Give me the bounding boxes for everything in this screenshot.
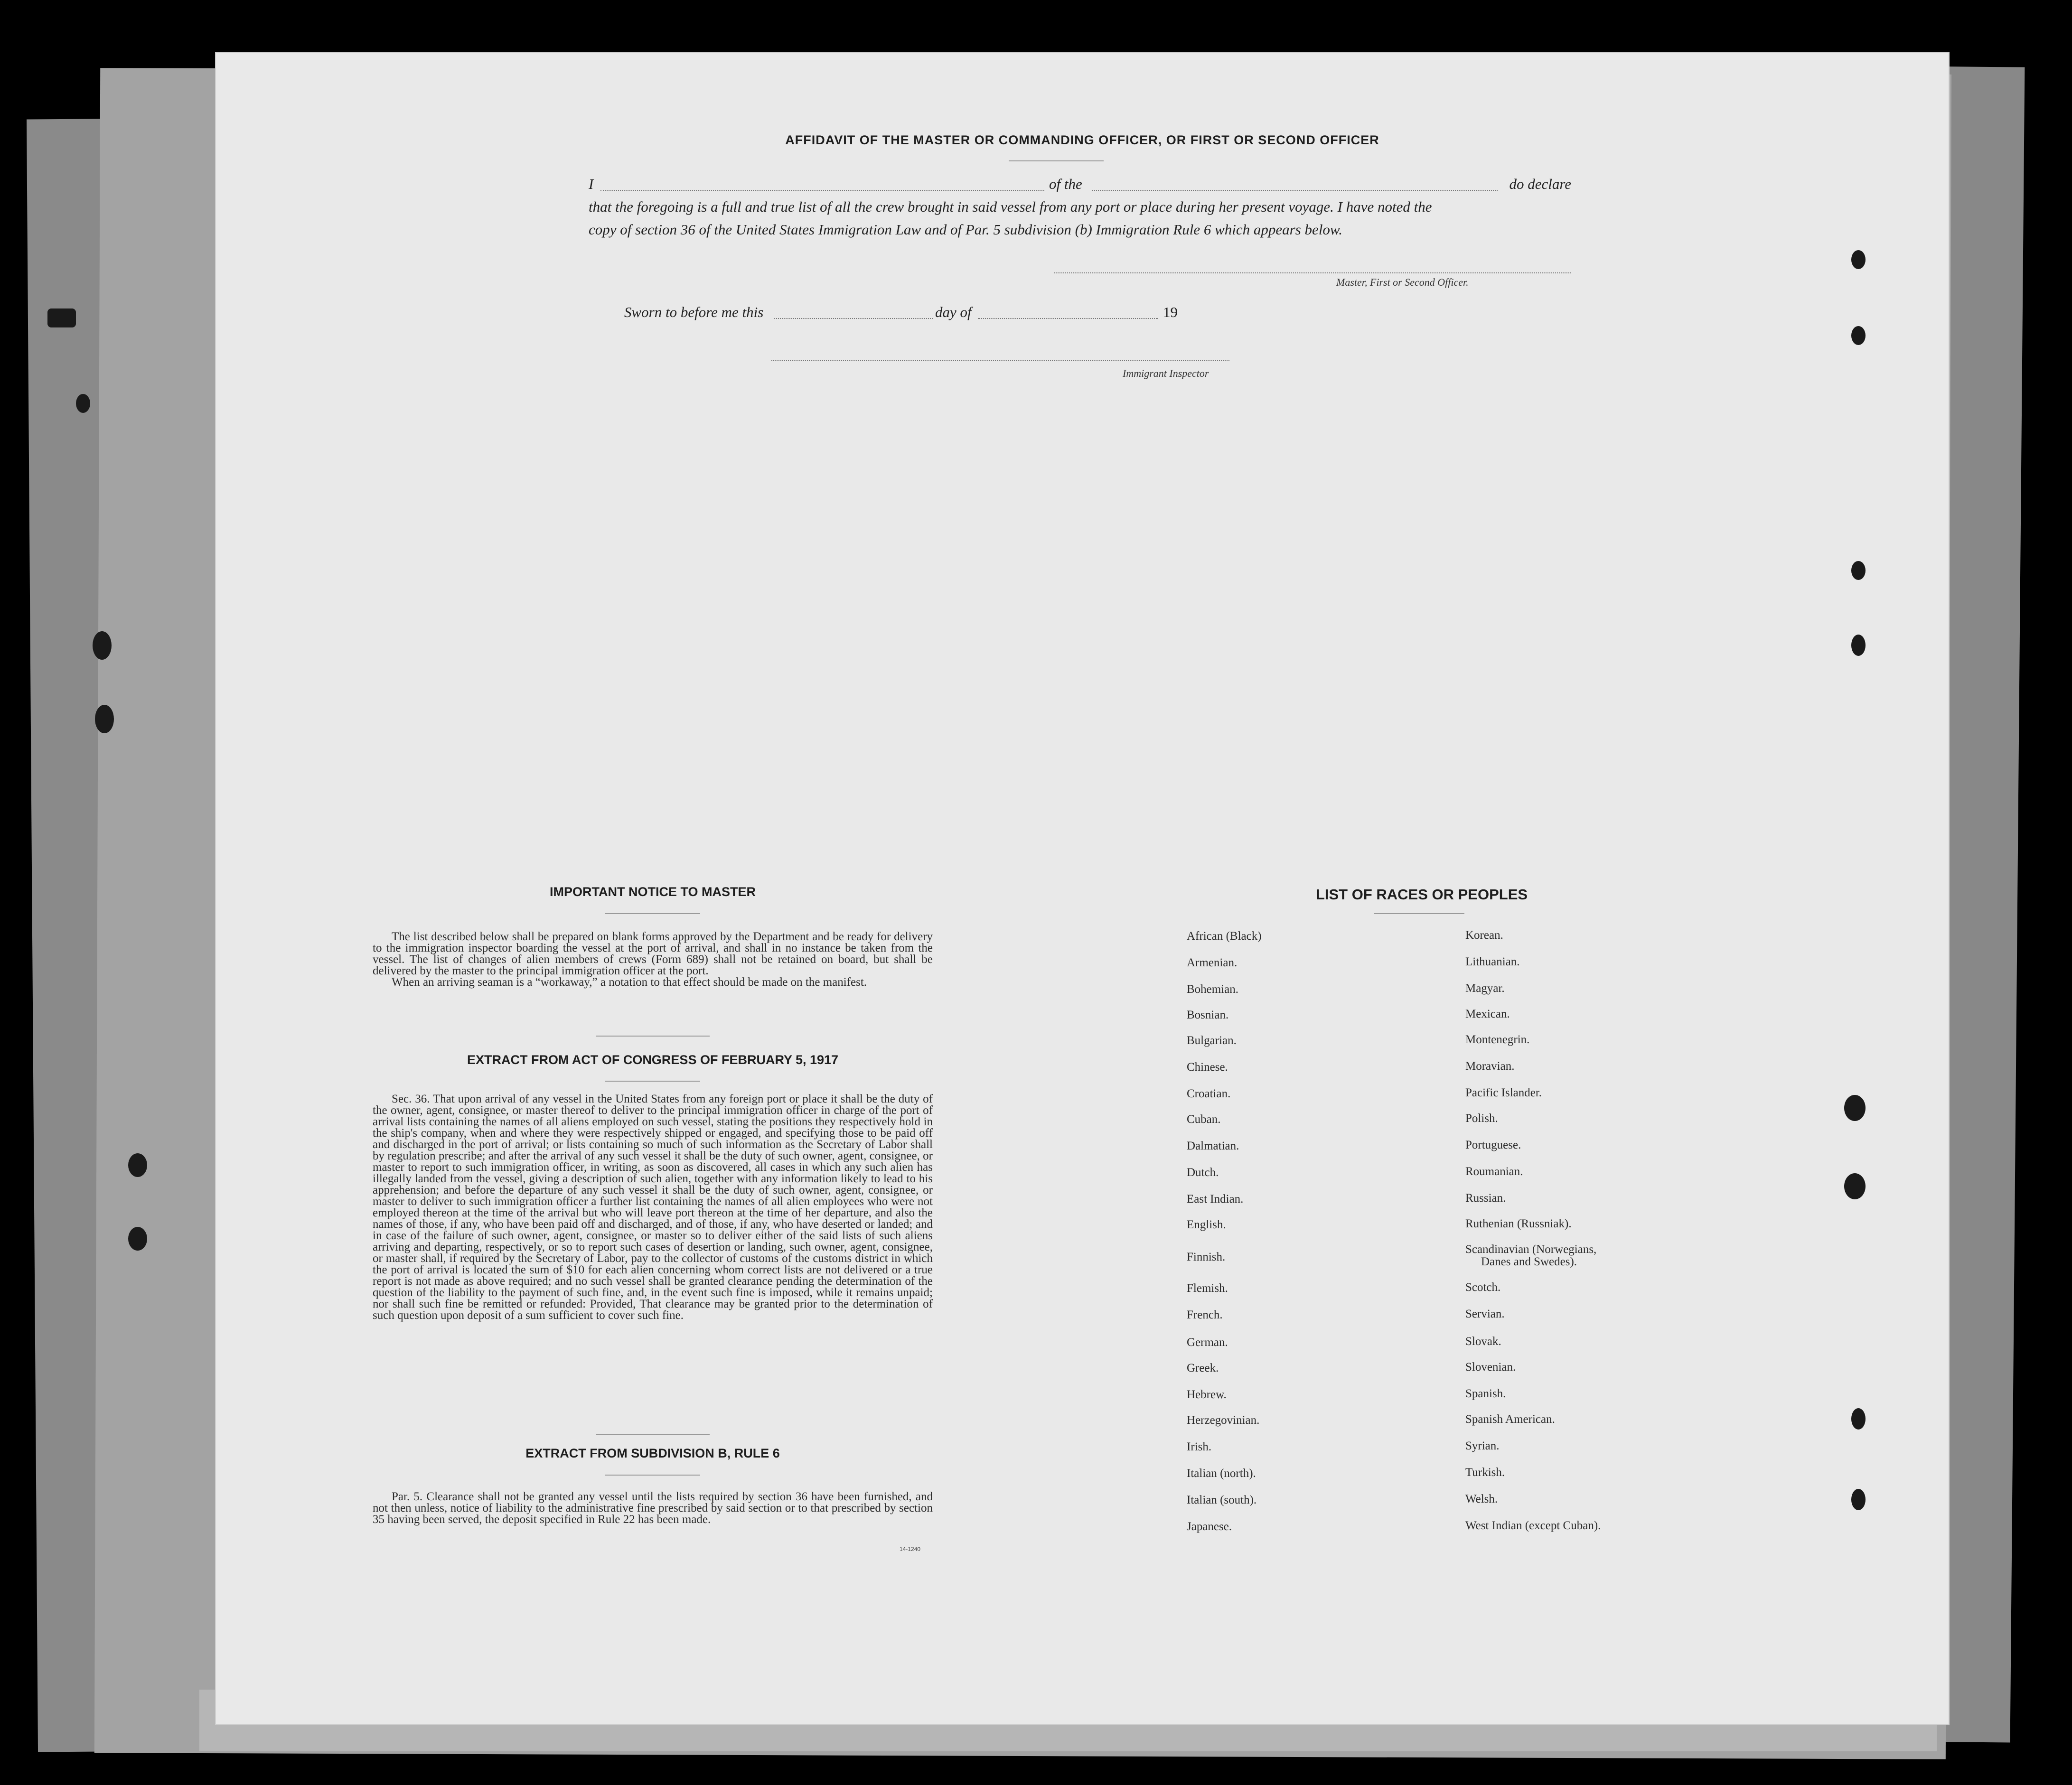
master-signature-label: Master, First or Second Officer.	[1336, 276, 1469, 288]
race-item: Pacific Islander.	[1465, 1086, 1542, 1099]
notice-paragraph-2: When an arriving seaman is a “workaway,” a notation to that effect should be made on the manifest.	[392, 976, 867, 989]
race-item: Herzegovinian.	[1187, 1414, 1260, 1427]
of-the-label: of the	[1049, 176, 1082, 192]
race-item: Spanish.	[1465, 1387, 1506, 1400]
races-title-underline	[1374, 913, 1464, 914]
title-underline	[1009, 160, 1104, 161]
form-number: 14-1240	[900, 1546, 921, 1552]
notice-paragraph-1: The list described below shall be prepared on blank forms approved by the Department and be ready for delivery to the immigration inspector boarding the vessel at the port of arrival, and shall in no instance be taken from the vessel. The list of changes of alien members of crews (Form 689) shall not be retained on board, but shall be delivered by the master to the principal immigration officer at the port.	[373, 930, 933, 977]
race-item: Magyar.	[1465, 982, 1505, 995]
race-item: Slovak.	[1465, 1335, 1501, 1348]
race-item: Portuguese.	[1465, 1139, 1521, 1151]
do-declare-label: do declare	[1509, 176, 1571, 192]
race-item: French.	[1187, 1308, 1223, 1321]
sworn-line	[624, 301, 1194, 324]
rule-extract-body	[373, 1491, 933, 1525]
act-section-36-text: Sec. 36. That upon arrival of any vessel in the United States from any foreign port or place it shall be the duty of the owner, agent, consignee, or master thereof to deliver to the principal immigration officer in charge of the port of arrival lists containing the names of all aliens employed on such vessel, stating the positions they respectively hold in the ship's company, when and where they were respectively shipped or engaged, and specifying those to be paid off and discharged in the port of arrival; or lists containing so much of such information as the Secretary of Labor shall by regulation prescribe; and after the arrival of any such vessel it shall be the duty of such owner, agent, consignee, or master to report to such immigration officer, in writing, as soon as discovered, all cases in which any such alien has illegally landed from the vessel, giving a description of such alien, together with any information likely to lead to his apprehension; and before the departure of any such vessel it shall be the duty of such owner, agent, consignee, or master to deliver to such immigration officer a further list containing the names of all alien employees who were not employed thereon at the time of the arrival but who will leave port thereon at the time of her departure, and also the names of those, if any, who have been paid off and discharged, and of those, if any, who have deserted or landed; and in case of the failure of such owner, agent, consignee, or master so to deliver either of the said lists of such aliens arriving and departing, respectively, or so to report such cases of desertion or landing, such owner, agent, consignee, or master shall, if required by the Secretary of Labor, pay to the collector of customs of the customs district in which the port of arrival is located the sum of $10 for each alien concerning whom correct lists are not delivered or a true report is not made as above required; and no such vessel shall be granted clearance pending the determination of the question of the liability to the payment of such fine, and, in the event such fine is imposed, while it remains unpaid; nor shall such fine be remitted or refunded: Provided, That clearance may be granted prior to the determination of such question upon deposit of a sum sufficient to cover such fine.	[373, 1093, 933, 1322]
binder-hole	[93, 631, 112, 660]
race-item: Bosnian.	[1187, 1009, 1229, 1021]
act-extract-title: EXTRACT FROM ACT OF CONGRESS OF FEBRUARY 5, 1917	[467, 1053, 839, 1067]
sworn-label: Sworn to before me this	[624, 304, 764, 320]
race-item: Armenian.	[1187, 956, 1238, 969]
race-item: English.	[1187, 1218, 1226, 1231]
declaration-line-3: copy of section 36 of the United States Immigration Law and of Par. 5 subdivision (b) Immigration Rule 6 which appears below.	[589, 221, 1343, 238]
binder-hole	[95, 705, 114, 733]
race-item: Italian (south).	[1187, 1494, 1257, 1506]
race-item: East Indian.	[1187, 1193, 1244, 1206]
declaration-line-1	[589, 173, 1571, 196]
race-item: Roumanian.	[1465, 1165, 1523, 1178]
binder-hole	[128, 1153, 147, 1177]
day-of-label: day of	[935, 304, 972, 320]
race-item: Turkish.	[1465, 1466, 1505, 1479]
race-item: Mexican.	[1465, 1008, 1510, 1020]
act-extract-body	[373, 1093, 933, 1321]
race-item: African (Black)	[1187, 930, 1262, 943]
race-item: Korean.	[1465, 929, 1503, 942]
race-item: Greek.	[1187, 1362, 1219, 1374]
race-item: German.	[1187, 1336, 1228, 1349]
race-item: Slovenian.	[1465, 1361, 1516, 1374]
punch-hole	[1851, 1408, 1866, 1430]
inspector-signature-field[interactable]	[771, 360, 1229, 361]
punch-hole	[1844, 1173, 1866, 1199]
punch-hole	[1851, 561, 1866, 580]
race-item: Chinese.	[1187, 1061, 1228, 1074]
year-label: 19	[1163, 304, 1178, 320]
race-item: Moravian.	[1465, 1060, 1515, 1073]
race-item: Scandinavian (Norwegians,	[1465, 1243, 1597, 1256]
race-item: Montenegrin.	[1465, 1033, 1530, 1046]
declaration-line-2: that the foregoing is a full and true list of all the crew brought in said vessel from any port or place during her present voyage. I have noted the	[589, 198, 1432, 215]
race-item: Flemish.	[1187, 1282, 1228, 1295]
sworn-day-field[interactable]	[774, 318, 933, 319]
rule-paragraph-5-text: Par. 5. Clearance shall not be granted any vessel until the lists required by section 36 have been furnished, and not then unless, notice of liability to the administrative fine prescribed by said section or to that prescribed by section 35 having been served, the deposit specified in Rule 22 has been made.	[373, 1490, 933, 1526]
notice-title-underline	[605, 913, 700, 914]
punch-hole	[1851, 635, 1866, 656]
race-item: Dalmatian.	[1187, 1140, 1239, 1152]
notice-title: IMPORTANT NOTICE TO MASTER	[550, 885, 756, 899]
races-title: LIST OF RACES OR PEOPLES	[1315, 886, 1528, 903]
race-item: Syrian.	[1465, 1439, 1500, 1452]
affidavit-form-page	[216, 53, 1949, 1724]
race-item: Scotch.	[1465, 1281, 1501, 1294]
race-item: Servian.	[1465, 1308, 1505, 1320]
race-item: Danes and Swedes).	[1481, 1255, 1577, 1268]
notice-body	[373, 931, 933, 988]
master-signature-field[interactable]	[1054, 272, 1571, 273]
race-item: Welsh.	[1465, 1493, 1498, 1505]
vessel-name-field[interactable]	[1092, 190, 1498, 191]
act-title-underline	[605, 1081, 700, 1082]
race-item: Lithuanian.	[1465, 955, 1520, 968]
sworn-month-field[interactable]	[978, 318, 1158, 319]
race-item: Dutch.	[1187, 1166, 1219, 1179]
race-item: Croatian.	[1187, 1087, 1231, 1100]
race-item: Ruthenian (Russniak).	[1465, 1217, 1572, 1230]
race-item: Spanish American.	[1465, 1413, 1555, 1426]
punch-hole	[1844, 1095, 1866, 1121]
race-item: Japanese.	[1187, 1520, 1232, 1533]
race-item: Hebrew.	[1187, 1388, 1227, 1401]
rule-title-underline	[605, 1475, 700, 1476]
declarant-name-field[interactable]	[600, 190, 1044, 191]
section-divider	[596, 1036, 710, 1037]
punch-hole	[1851, 1489, 1866, 1510]
section-divider	[596, 1434, 710, 1435]
race-item: Bulgarian.	[1187, 1034, 1237, 1047]
affidavit-title: AFFIDAVIT OF THE MASTER OR COMMANDING OFFICER, OR FIRST OR SECOND OFFICER	[785, 133, 1379, 147]
declarant-label: I	[589, 176, 594, 192]
punch-hole	[1851, 250, 1866, 269]
race-item: West Indian (except Cuban).	[1465, 1519, 1601, 1532]
race-item: Russian.	[1465, 1192, 1506, 1205]
race-item: Italian (north).	[1187, 1467, 1256, 1480]
inspector-signature-label: Immigrant Inspector	[1123, 367, 1209, 379]
race-item: Finnish.	[1187, 1251, 1226, 1263]
race-item: Bohemian.	[1187, 983, 1239, 996]
race-item: Cuban.	[1187, 1113, 1221, 1126]
binder-hole	[76, 394, 90, 413]
punch-hole	[1851, 326, 1866, 345]
race-item: Irish.	[1187, 1440, 1212, 1453]
race-item: Polish.	[1465, 1112, 1498, 1125]
binder-hole	[128, 1227, 147, 1251]
rule-extract-title: EXTRACT FROM SUBDIVISION B, RULE 6	[525, 1446, 780, 1460]
binder-clip-mark	[47, 308, 76, 327]
